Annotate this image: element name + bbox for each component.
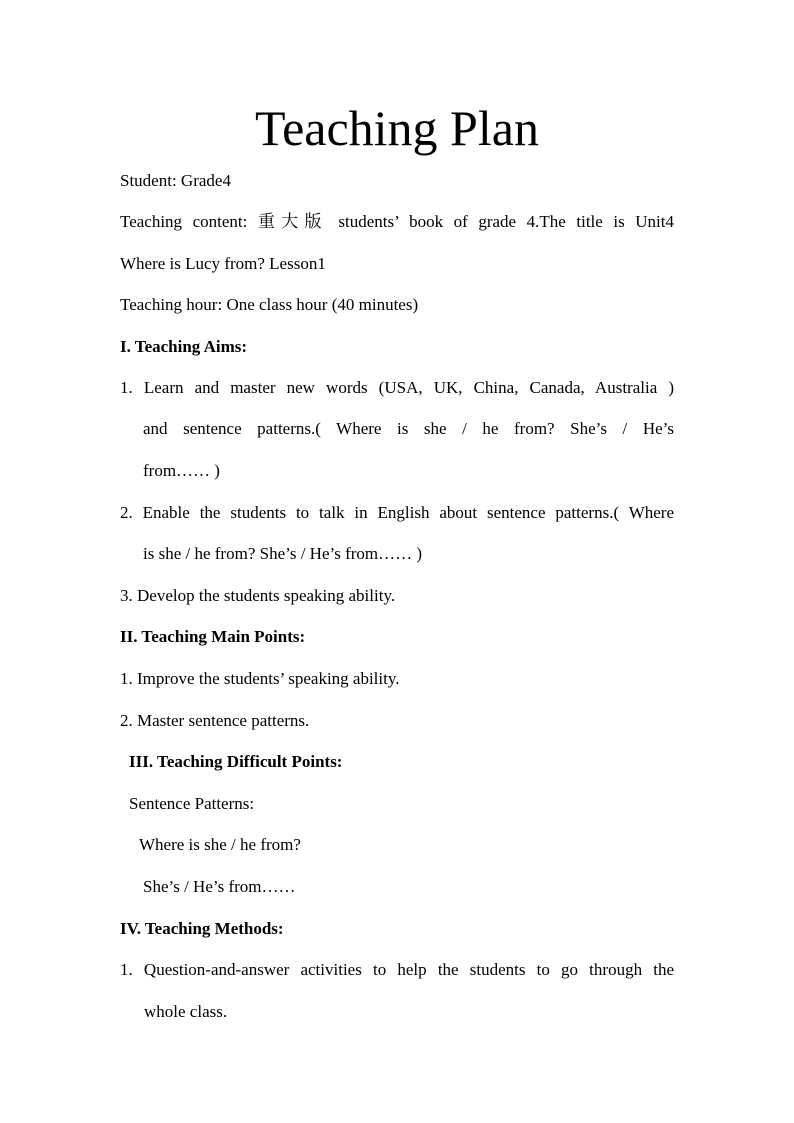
aims-heading: I. Teaching Aims: [120,337,248,356]
student-line: Student: Grade4 [120,171,231,190]
content-line-2: Where is Lucy from? Lesson1 [120,254,326,273]
sentence-pattern-2: She’s / He’s from…… [143,877,296,896]
methods-item-1-line-2: whole class. [144,1002,228,1021]
aims-item-1-line-1: 1. Learn and master new words (USA, UK, China, Canada, Australia ) [120,378,674,397]
aims-item-1-line-2: and sentence patterns.( Where is she / he from? She’s / He’s [143,419,674,438]
methods-item-1-line-1: 1. Question-and-answer activities to help the students to go through the [120,960,674,979]
sentence-pattern-1: Where is she / he from? [139,835,301,854]
main-points-item-2: 2. Master sentence patterns. [120,711,310,730]
difficult-points-heading: III. Teaching Difficult Points: [129,752,343,771]
aims-item-1-line-3: from…… ) [143,461,220,480]
content-line-1: Teaching content: 重大版 students’ book of grade 4.The title is Unit4 [120,212,674,231]
hour-line: Teaching hour: One class hour (40 minutes) [120,295,419,314]
aims-item-3: 3. Develop the students speaking ability. [120,586,396,605]
aims-item-2-line-1: 2. Enable the students to talk in English about sentence patterns.( Where [120,503,674,522]
main-points-heading: II. Teaching Main Points: [120,627,306,646]
aims-item-2-line-2: is she / he from? She’s / He’s from…… ) [143,544,423,563]
sentence-patterns-label: Sentence Patterns: [129,794,255,813]
methods-heading: IV. Teaching Methods: [120,919,284,938]
page-title: Teaching Plan [255,100,539,156]
main-points-item-1: 1. Improve the students’ speaking ability. [120,669,400,688]
